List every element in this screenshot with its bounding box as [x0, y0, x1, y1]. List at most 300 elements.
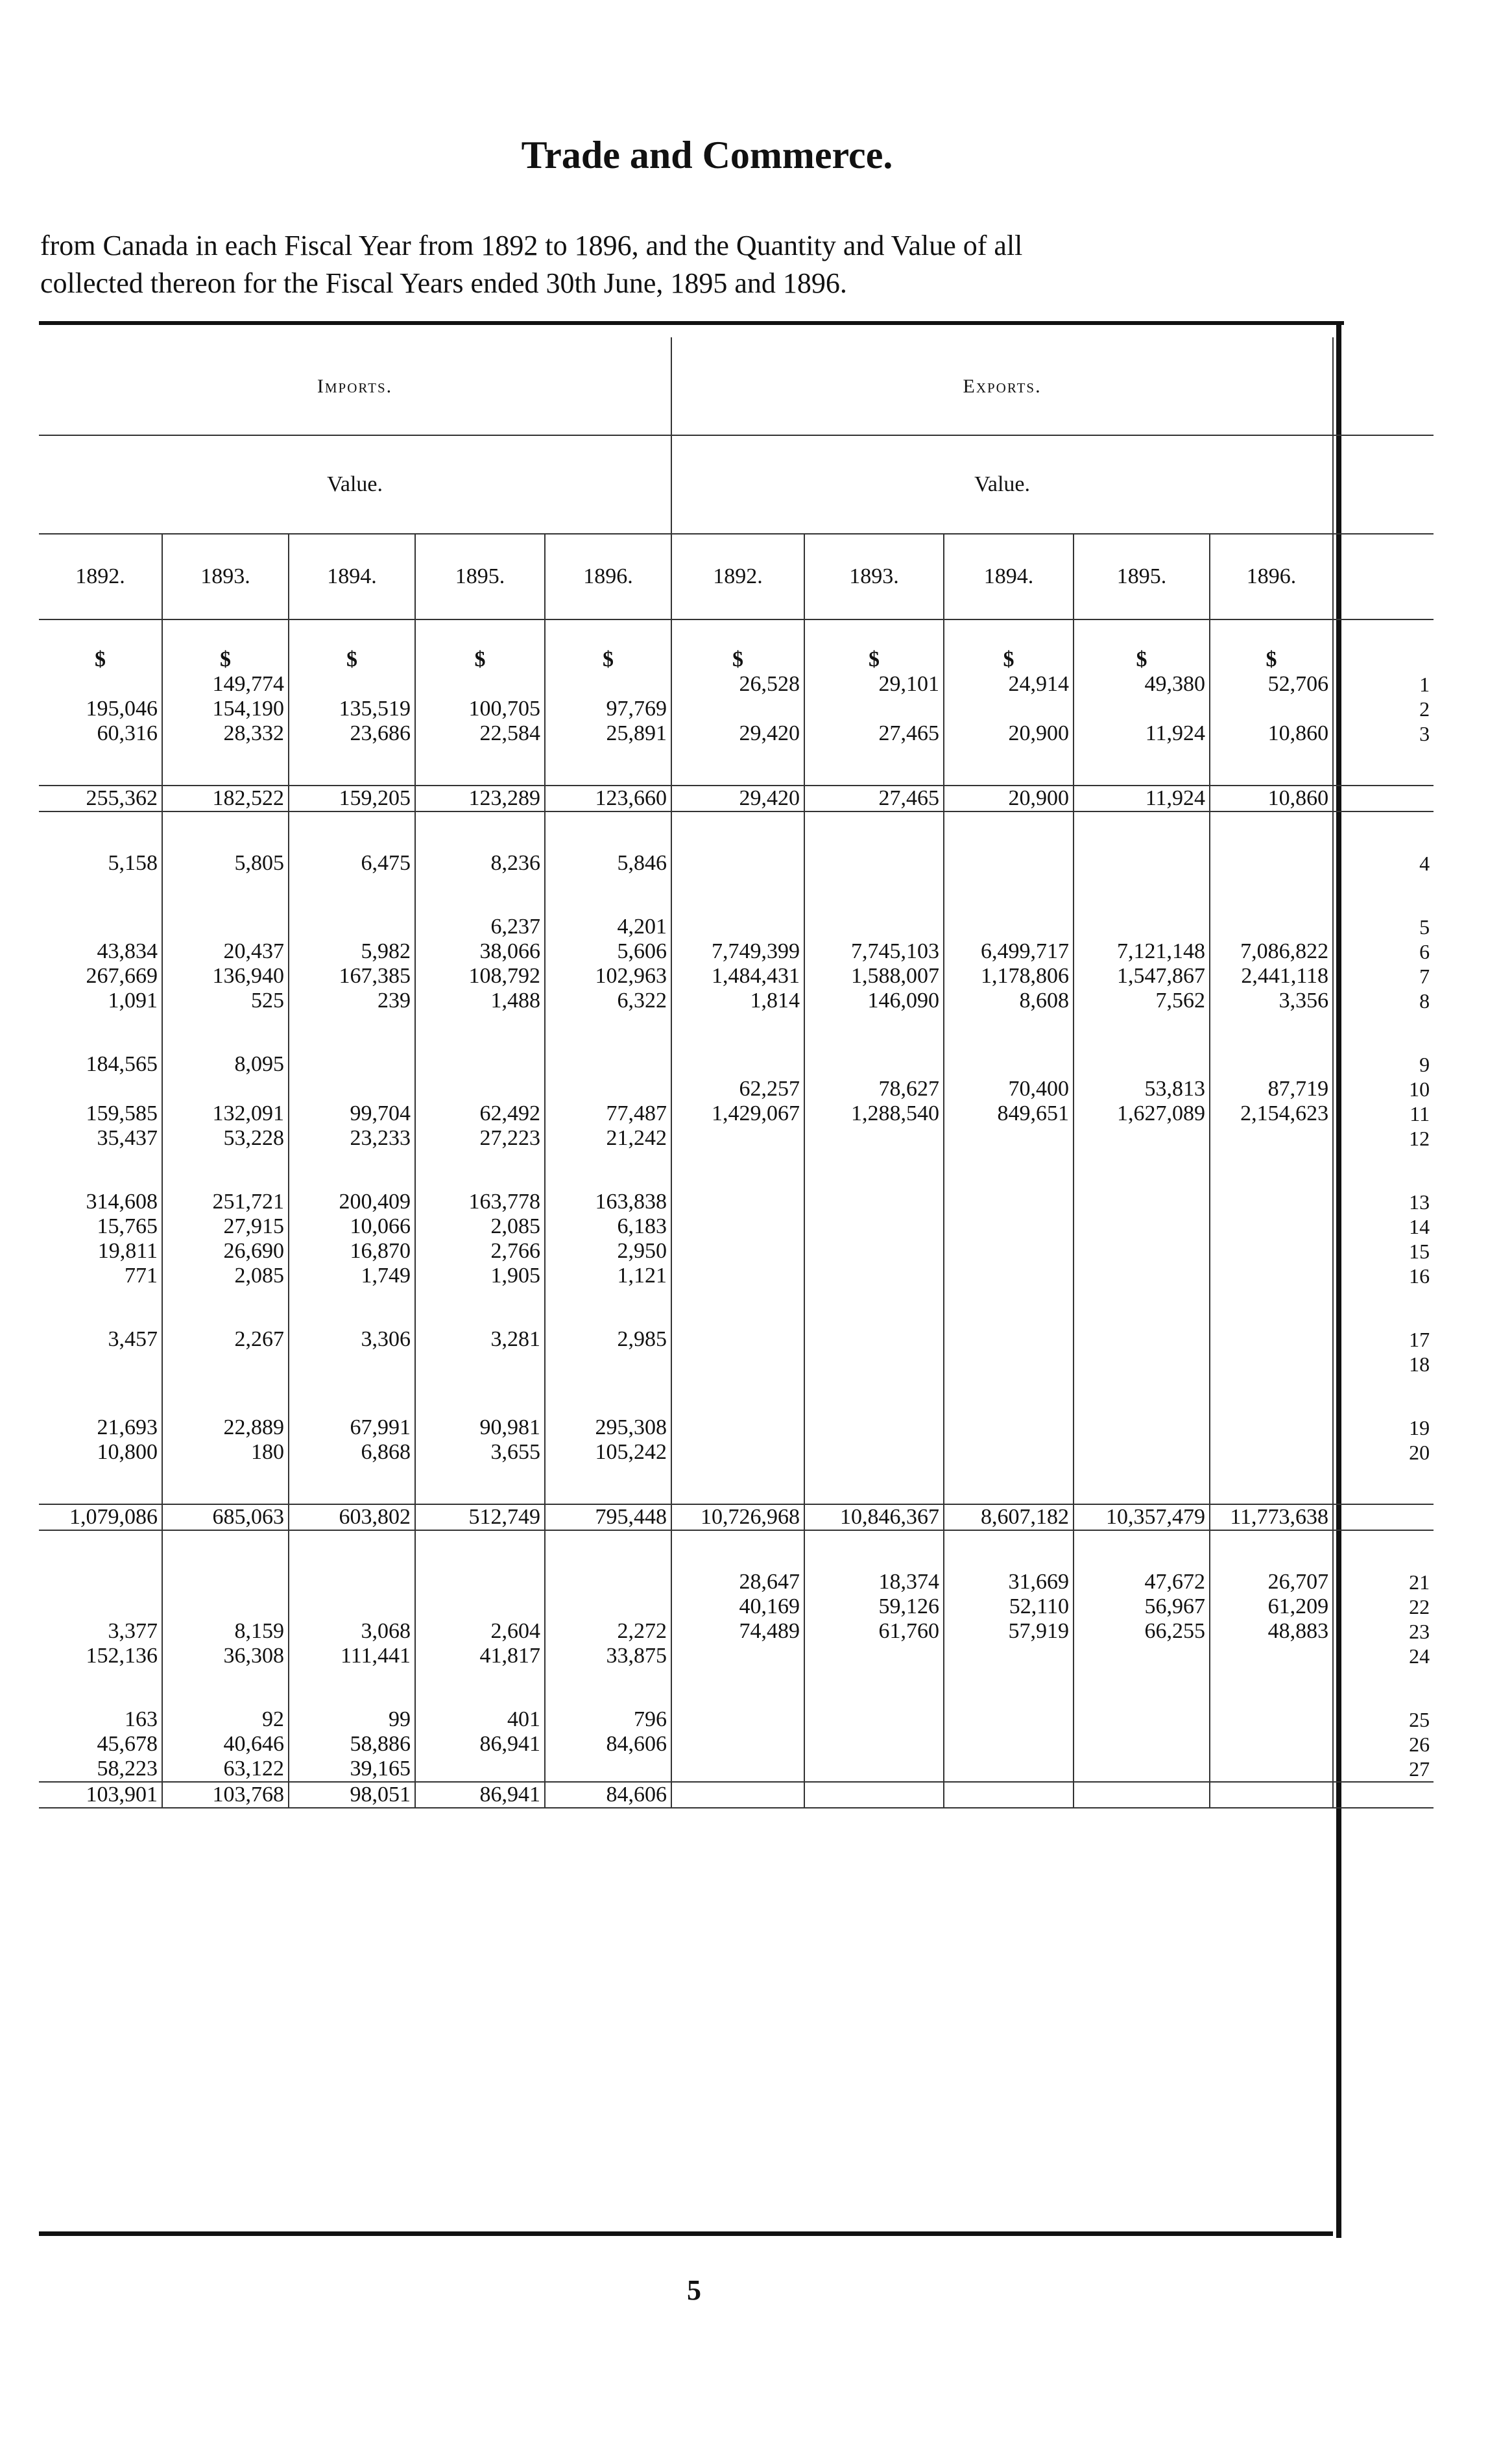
table-cell: 99	[289, 1707, 415, 1732]
table-cell: 2,085	[415, 1214, 545, 1239]
currency-symbol: $	[545, 619, 671, 672]
table-cell: 132,091	[162, 1101, 289, 1126]
table-cell: 18,374	[804, 1570, 944, 1594]
row-number: 1	[1419, 673, 1430, 696]
table-cell: 45,678	[39, 1732, 162, 1757]
year-header: 1896.	[545, 534, 671, 619]
table-cell	[671, 1126, 804, 1151]
table-cell	[944, 915, 1074, 939]
table-cell	[804, 1440, 944, 1465]
table-cell: 53,228	[162, 1126, 289, 1151]
table-cell: 5,606	[545, 939, 671, 964]
subtitle-line-1: from Canada in each Fiscal Year from 1892 to 1896, and the Quantity and Value of all	[40, 230, 1023, 261]
table-cell	[671, 1782, 804, 1808]
table-cell: 1,488	[415, 989, 545, 1013]
row-number: 23	[1409, 1620, 1430, 1643]
table-cell: 2,441,118	[1210, 964, 1333, 989]
table-cell	[1210, 1214, 1333, 1239]
table-cell	[289, 1077, 415, 1101]
row-number: 17	[1409, 1328, 1430, 1351]
table-cell: 251,721	[162, 1190, 289, 1214]
table-cell: 154,190	[162, 697, 289, 721]
table-cell	[1074, 1327, 1210, 1352]
table-cell: 1,178,806	[944, 964, 1074, 989]
table-cell: 86,941	[415, 1732, 545, 1757]
table-cell	[804, 1126, 944, 1151]
table-cell: 1,091	[39, 989, 162, 1013]
table-cell	[1210, 1732, 1333, 1757]
table-row	[39, 1264, 1434, 1288]
table-cell: 86,941	[415, 1782, 545, 1808]
table-cell: 6,183	[545, 1214, 671, 1239]
table-cell: 795,448	[545, 1504, 671, 1530]
table-cell	[415, 1594, 545, 1619]
table-cell: 123,289	[415, 786, 545, 811]
currency-row	[39, 619, 1434, 672]
table-cell: 66,255	[1074, 1619, 1210, 1644]
table-row	[39, 1570, 1434, 1594]
table-cell: 40,169	[671, 1594, 804, 1619]
year-header: 1892.	[39, 534, 162, 619]
table-cell: 5,805	[162, 851, 289, 876]
row-number: 9	[1419, 1053, 1430, 1076]
table-total-row	[39, 1782, 1434, 1808]
table-row	[39, 1644, 1434, 1668]
table-cell	[1210, 915, 1333, 939]
table-cell	[944, 1126, 1074, 1151]
year-header: 1893.	[162, 534, 289, 619]
table-cell: 1,288,540	[804, 1101, 944, 1126]
table-cell	[415, 1570, 545, 1594]
table-cell: 3,068	[289, 1619, 415, 1644]
table-cell: 3,281	[415, 1327, 545, 1352]
table-row	[39, 1126, 1434, 1151]
table-cell: 48,883	[1210, 1619, 1333, 1644]
table-cell: 159,205	[289, 786, 415, 811]
table-cell: 796	[545, 1707, 671, 1732]
table-cell: 19,811	[39, 1239, 162, 1264]
row-number: 3	[1419, 722, 1430, 745]
table-row	[39, 1214, 1434, 1239]
table-cell: 525	[162, 989, 289, 1013]
table-row	[39, 851, 1434, 876]
table-cell	[39, 1352, 162, 1376]
table-cell: 2,950	[545, 1239, 671, 1264]
table-cell: 685,063	[162, 1504, 289, 1530]
table-cell	[944, 1190, 1074, 1214]
year-header: 1892.	[671, 534, 804, 619]
table-cell: 2,085	[162, 1264, 289, 1288]
table-row	[39, 1077, 1434, 1101]
table-row	[39, 1707, 1434, 1732]
table-cell	[671, 1190, 804, 1214]
row-number: 7	[1419, 965, 1430, 988]
table-cell: 84,606	[545, 1782, 671, 1808]
row-number: 4	[1419, 852, 1430, 875]
table-cell: 98,051	[289, 1782, 415, 1808]
table-cell: 1,079,086	[39, 1504, 162, 1530]
table-cell: 53,813	[1074, 1077, 1210, 1101]
table-cell: 29,420	[671, 721, 804, 746]
row-number: 24	[1409, 1644, 1430, 1668]
spacer-row	[39, 876, 1434, 915]
table-cell	[1210, 1126, 1333, 1151]
exports-header: Exports.	[671, 337, 1333, 435]
table-cell: 74,489	[671, 1619, 804, 1644]
spacer-row	[39, 1013, 1434, 1052]
table-cell: 61,209	[1210, 1594, 1333, 1619]
table-cell	[804, 1415, 944, 1440]
table-cell: 184,565	[39, 1052, 162, 1077]
table-cell: 163,778	[415, 1190, 545, 1214]
table-cell: 6,237	[415, 915, 545, 939]
table-cell	[162, 1352, 289, 1376]
table-cell: 21,693	[39, 1415, 162, 1440]
year-header: 1894.	[289, 534, 415, 619]
row-number: 15	[1409, 1240, 1430, 1263]
currency-symbol: $	[1074, 619, 1210, 672]
table-cell	[671, 1352, 804, 1376]
table-cell: 26,528	[671, 672, 804, 697]
table-cell	[545, 1052, 671, 1077]
table-cell: 26,690	[162, 1239, 289, 1264]
table-cell: 84,606	[545, 1732, 671, 1757]
table-cell	[1210, 1190, 1333, 1214]
table-cell: 10,860	[1210, 786, 1333, 811]
table-cell	[545, 1570, 671, 1594]
table-cell	[1210, 1782, 1333, 1808]
table-cell	[415, 1757, 545, 1782]
table-cell	[289, 915, 415, 939]
table-cell: 182,522	[162, 786, 289, 811]
table-cell	[39, 1077, 162, 1101]
row-number: 13	[1409, 1190, 1430, 1214]
table-cell: 60,316	[39, 721, 162, 746]
table-cell	[1210, 1707, 1333, 1732]
currency-symbol: $	[671, 619, 804, 672]
table-cell	[1074, 1126, 1210, 1151]
table-cell: 255,362	[39, 786, 162, 811]
table-cell: 24,914	[944, 672, 1074, 697]
table-cell	[1210, 1440, 1333, 1465]
table-cell	[1210, 1352, 1333, 1376]
table-cell	[1210, 1052, 1333, 1077]
row-number: 27	[1409, 1757, 1430, 1781]
table-cell	[804, 1052, 944, 1077]
table-cell: 52,706	[1210, 672, 1333, 697]
table-cell	[944, 1352, 1074, 1376]
table-cell	[804, 1757, 944, 1782]
table-cell	[944, 1214, 1074, 1239]
table-cell	[1074, 1644, 1210, 1668]
table-cell: 6,499,717	[944, 939, 1074, 964]
table-cell	[1210, 1415, 1333, 1440]
table-cell: 3,356	[1210, 989, 1333, 1013]
table-cell	[39, 1594, 162, 1619]
table-row	[39, 1327, 1434, 1352]
table-cell: 47,672	[1074, 1570, 1210, 1594]
table-row	[39, 1415, 1434, 1440]
table-cell	[1074, 1782, 1210, 1808]
table-cell	[671, 697, 804, 721]
table-row	[39, 1052, 1434, 1077]
table-cell: 603,802	[289, 1504, 415, 1530]
table-cell: 2,604	[415, 1619, 545, 1644]
table-cell	[671, 1757, 804, 1782]
table-cell	[671, 1052, 804, 1077]
table-cell: 771	[39, 1264, 162, 1288]
table-cell: 1,547,867	[1074, 964, 1210, 989]
table-row	[39, 672, 1434, 697]
table-cell: 159,585	[39, 1101, 162, 1126]
table-cell: 63,122	[162, 1757, 289, 1782]
table-cell	[289, 1570, 415, 1594]
table-cell: 163,838	[545, 1190, 671, 1214]
table-cell	[671, 1732, 804, 1757]
table-cell	[671, 1214, 804, 1239]
table-cell	[1074, 697, 1210, 721]
table-cell: 31,669	[944, 1570, 1074, 1594]
table-cell: 16,870	[289, 1239, 415, 1264]
table-cell: 97,769	[545, 697, 671, 721]
table-cell: 103,901	[39, 1782, 162, 1808]
table-cell	[804, 1327, 944, 1352]
row-number: 19	[1409, 1416, 1430, 1439]
table-cell	[1210, 1264, 1333, 1288]
table-cell: 136,940	[162, 964, 289, 989]
table-cell: 10,860	[1210, 721, 1333, 746]
row-number: 14	[1409, 1215, 1430, 1238]
table-cell	[671, 851, 804, 876]
table-cell	[415, 1352, 545, 1376]
table-cell	[289, 1352, 415, 1376]
row-number: 21	[1409, 1570, 1430, 1594]
table-cell: 8,095	[162, 1052, 289, 1077]
table-cell: 103,768	[162, 1782, 289, 1808]
currency-symbol: $	[1210, 619, 1333, 672]
table-cell	[804, 1264, 944, 1288]
table-row	[39, 939, 1434, 964]
table-cell: 10,357,479	[1074, 1504, 1210, 1530]
row-number: 18	[1409, 1352, 1430, 1376]
table-cell	[1074, 1052, 1210, 1077]
table-cell	[415, 1052, 545, 1077]
table-cell: 58,223	[39, 1757, 162, 1782]
table-cell: 6,322	[545, 989, 671, 1013]
spacer-row	[39, 1288, 1434, 1327]
table-cell: 146,090	[804, 989, 944, 1013]
row-number: 20	[1409, 1441, 1430, 1464]
table-cell	[1074, 1264, 1210, 1288]
table-cell	[415, 1077, 545, 1101]
table-cell	[804, 1214, 944, 1239]
table-row	[39, 989, 1434, 1013]
table-cell	[162, 1077, 289, 1101]
spacer-row	[39, 1151, 1434, 1190]
table-cell: 26,707	[1210, 1570, 1333, 1594]
table-cell: 62,492	[415, 1101, 545, 1126]
table-cell	[545, 1352, 671, 1376]
table-cell: 100,705	[415, 697, 545, 721]
table-cell	[804, 915, 944, 939]
year-header: 1893.	[804, 534, 944, 619]
table-cell: 195,046	[39, 697, 162, 721]
table-cell	[944, 1052, 1074, 1077]
table-cell	[944, 1239, 1074, 1264]
subtitle-line-2: collected thereon for the Fiscal Years ended 30th June, 1895 and 1896.	[40, 267, 847, 299]
table-cell: 4,201	[545, 915, 671, 939]
table-cell	[671, 1264, 804, 1288]
table-cell	[671, 915, 804, 939]
table-cell	[162, 1570, 289, 1594]
table-row	[39, 1190, 1434, 1214]
table-cell	[1074, 1440, 1210, 1465]
table-cell: 6,868	[289, 1440, 415, 1465]
table-cell	[545, 1077, 671, 1101]
table-cell: 2,985	[545, 1327, 671, 1352]
table-cell	[289, 1052, 415, 1077]
table-cell: 8,607,182	[944, 1504, 1074, 1530]
table-cell	[289, 1594, 415, 1619]
currency-symbol: $	[162, 619, 289, 672]
table-cell: 111,441	[289, 1644, 415, 1668]
table-cell: 267,669	[39, 964, 162, 989]
table-cell	[804, 1782, 944, 1808]
table-cell: 25,891	[545, 721, 671, 746]
table-cell: 1,749	[289, 1264, 415, 1288]
row-number: 2	[1419, 697, 1430, 721]
table-cell: 5,846	[545, 851, 671, 876]
table-cell	[1074, 915, 1210, 939]
table-cell	[944, 1707, 1074, 1732]
table-cell: 52,110	[944, 1594, 1074, 1619]
table-cell: 29,420	[671, 786, 804, 811]
table-cell	[804, 851, 944, 876]
currency-symbol: $	[289, 619, 415, 672]
table-cell: 39,165	[289, 1757, 415, 1782]
table-cell: 102,963	[545, 964, 671, 989]
table-bottom-rule	[39, 2231, 1333, 2236]
table-cell: 28,332	[162, 721, 289, 746]
table-cell: 1,484,431	[671, 964, 804, 989]
table-cell: 58,886	[289, 1732, 415, 1757]
table-cell	[1210, 1239, 1333, 1264]
table-cell: 1,814	[671, 989, 804, 1013]
table-cell: 38,066	[415, 939, 545, 964]
table-cell: 149,774	[162, 672, 289, 697]
table-cell: 8,608	[944, 989, 1074, 1013]
table-cell	[1210, 1757, 1333, 1782]
table-cell: 10,800	[39, 1440, 162, 1465]
table-cell: 49,380	[1074, 672, 1210, 697]
table-cell	[944, 851, 1074, 876]
table-cell: 7,749,399	[671, 939, 804, 964]
table-cell: 1,905	[415, 1264, 545, 1288]
table-cell: 77,487	[545, 1101, 671, 1126]
table-cell: 15,765	[39, 1214, 162, 1239]
table-cell: 239	[289, 989, 415, 1013]
table-cell: 70,400	[944, 1077, 1074, 1101]
table-cell: 8,159	[162, 1619, 289, 1644]
table-cell: 57,919	[944, 1619, 1074, 1644]
table-cell	[671, 1440, 804, 1465]
table-row	[39, 1440, 1434, 1465]
table-row	[39, 964, 1434, 989]
table-cell	[39, 915, 162, 939]
table-cell	[162, 1594, 289, 1619]
table-cell: 56,967	[1074, 1594, 1210, 1619]
table-cell	[944, 1644, 1074, 1668]
currency-symbol: $	[415, 619, 545, 672]
table-cell: 5,158	[39, 851, 162, 876]
spacer-row	[39, 1668, 1434, 1707]
table-cell	[1074, 1190, 1210, 1214]
row-number: 11	[1410, 1102, 1430, 1125]
table-cell	[804, 1190, 944, 1214]
year-header: 1896.	[1210, 534, 1333, 619]
table-cell	[671, 1415, 804, 1440]
table-cell: 3,457	[39, 1327, 162, 1352]
table-cell	[1074, 1415, 1210, 1440]
table-cell: 6,475	[289, 851, 415, 876]
table-cell: 401	[415, 1707, 545, 1732]
table-row	[39, 721, 1434, 746]
subtitle	[40, 227, 1402, 302]
table-cell	[671, 1327, 804, 1352]
table-row	[39, 697, 1434, 721]
table-cell: 22,889	[162, 1415, 289, 1440]
row-number: 6	[1419, 940, 1430, 963]
table-cell: 36,308	[162, 1644, 289, 1668]
table-cell: 1,627,089	[1074, 1101, 1210, 1126]
table-cell: 92	[162, 1707, 289, 1732]
table-cell	[1074, 1707, 1210, 1732]
table-cell	[289, 672, 415, 697]
exports-value-header: Value.	[671, 435, 1333, 534]
table-cell	[804, 1644, 944, 1668]
table-cell: 167,385	[289, 964, 415, 989]
table-cell: 33,875	[545, 1644, 671, 1668]
row-number: 5	[1419, 915, 1430, 939]
year-header: 1894.	[944, 534, 1074, 619]
table-cell: 21,242	[545, 1126, 671, 1151]
spacer-row	[39, 811, 1434, 851]
table-cell: 29,101	[804, 672, 944, 697]
currency-symbol: $	[39, 619, 162, 672]
table-cell: 849,651	[944, 1101, 1074, 1126]
table-top-rule	[39, 321, 1344, 325]
table-cell	[944, 1757, 1074, 1782]
table-cell: 11,924	[1074, 786, 1210, 811]
table-cell: 78,627	[804, 1077, 944, 1101]
table-cell	[944, 1440, 1074, 1465]
table-cell	[1074, 1214, 1210, 1239]
table-cell: 23,686	[289, 721, 415, 746]
table-cell: 7,562	[1074, 989, 1210, 1013]
table-cell	[545, 1757, 671, 1782]
table-cell: 2,766	[415, 1239, 545, 1264]
table-cell: 2,272	[545, 1619, 671, 1644]
table-cell: 20,437	[162, 939, 289, 964]
table-cell: 43,834	[39, 939, 162, 964]
table-cell	[944, 1415, 1074, 1440]
table-total-row	[39, 1504, 1434, 1530]
table-cell	[1210, 1327, 1333, 1352]
year-header: 1895.	[1074, 534, 1210, 619]
table-cell	[671, 1707, 804, 1732]
table-cell: 27,223	[415, 1126, 545, 1151]
currency-symbol: $	[804, 619, 944, 672]
